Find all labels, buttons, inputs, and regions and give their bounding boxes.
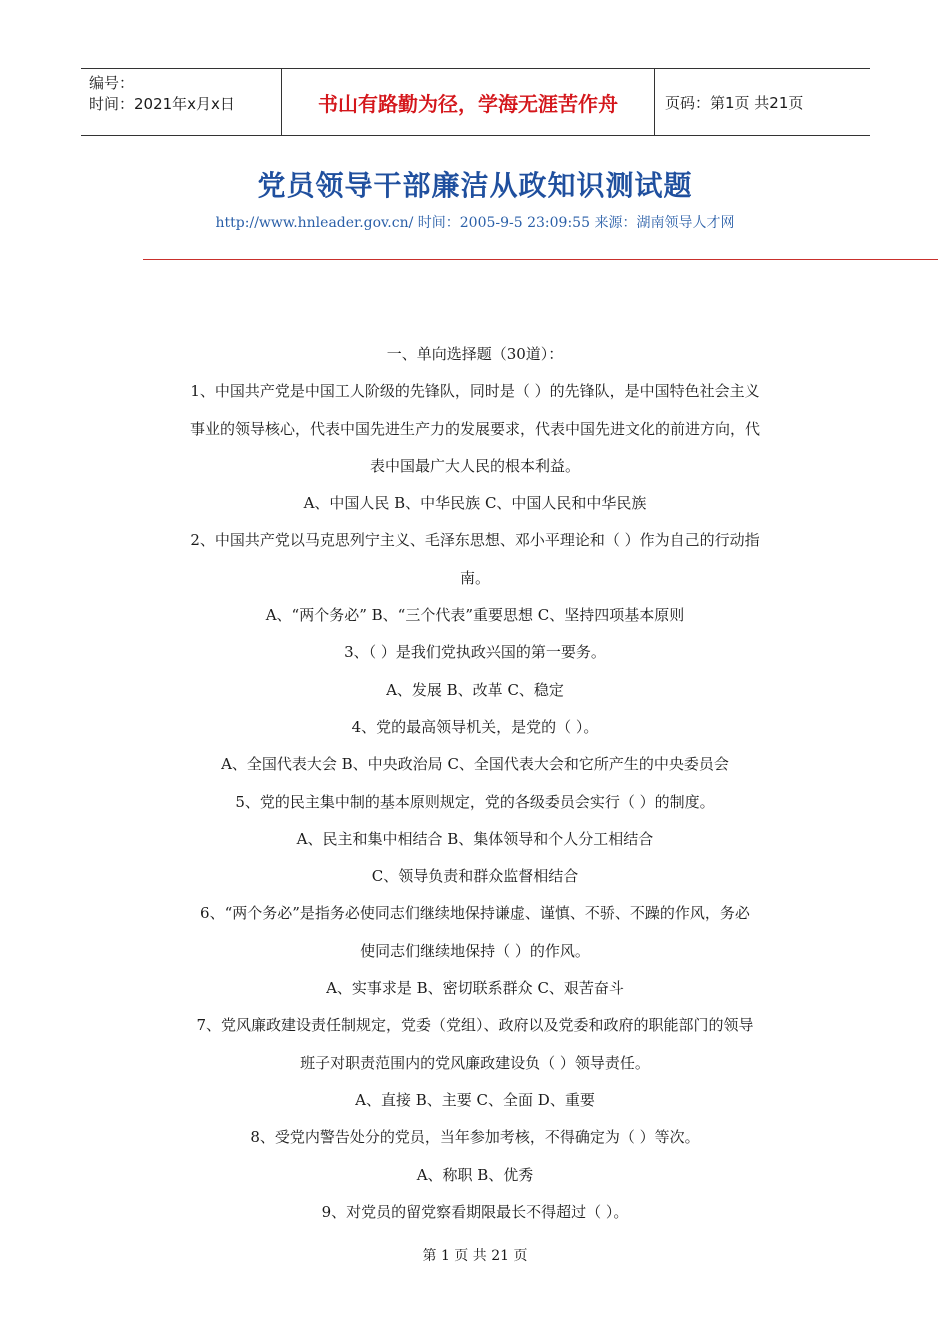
content-line: 5、党的民主集中制的基本原则规定，党的各级委员会实行（ ）的制度。 bbox=[235, 792, 715, 811]
content-line: 一、单向选择题（30道）： bbox=[386, 345, 564, 363]
content-line: A、实事求是 B、密切联系群众 C、艰苦奋斗 bbox=[326, 979, 624, 998]
content-line: 8、受党内警告处分的党员，当年参加考核，不得确定为（ ）等次。 bbox=[250, 1128, 700, 1147]
page-footer: 第 1 页 共 21 页 bbox=[422, 1248, 528, 1264]
divider-rule bbox=[143, 259, 938, 260]
header-motto: 书山有路勤为径，学海无涯苦作舟 bbox=[281, 69, 655, 135]
content-line: 班子对职责范围内的党风廉政建设负（ ）领导责任。 bbox=[300, 1053, 650, 1072]
content-line: A、直接 B、主要 C、全面 D、重要 bbox=[355, 1090, 595, 1109]
header-meta bbox=[81, 69, 281, 135]
question-content bbox=[150, 336, 800, 1231]
content-line: A、“两个务必” B、“三个代表”重要思想 C、坚持四项基本原则 bbox=[265, 606, 685, 625]
content-line: A、中国人民 B、中华民族 C、中国人民和中华民族 bbox=[303, 494, 647, 513]
number-label: 编号： bbox=[89, 74, 135, 92]
content-line: 表中国最广大人民的根本利益。 bbox=[369, 456, 580, 475]
content-line: 使同志们继续地保持（ ）的作风。 bbox=[360, 941, 590, 960]
content-line: 6、“两个务必”是指务必使同志们继续地保持谦虚、谨慎、不骄、不躁的作风，务必 bbox=[200, 904, 750, 923]
content-line: 事业的领导核心，代表中国先进生产力的发展要求，代表中国先进文化的前进方向，代 bbox=[189, 419, 760, 438]
content-line: 9、对党员的留党察看期限最长不得超过（ ）。 bbox=[321, 1202, 629, 1221]
header-page-info: 页码：第1页 共21页 bbox=[665, 93, 804, 112]
content-line: 3、（ ）是我们党执政兴国的第一要务。 bbox=[344, 643, 606, 662]
source-line: http://www.hnleader.gov.cn/ 时间：2005-9-5 23:09:55 来源：湖南领导人才网 bbox=[215, 215, 735, 231]
content-line: C、领导负责和群众监督相结合 bbox=[371, 867, 579, 886]
document-title: 党员领导干部廉洁从政知识测试题 bbox=[257, 169, 693, 202]
content-line: A、民主和集中相结合 B、集体领导和个人分工相结合 bbox=[296, 829, 654, 848]
date-label: 时间：2021年x月x日 bbox=[89, 95, 235, 113]
content-line: 2、中国共产党以马克思列宁主义、毛泽东思想、邓小平理论和（ ）作为自己的行动指 bbox=[190, 531, 760, 550]
content-line: 南。 bbox=[459, 568, 490, 587]
content-line: 1、中国共产党是中国工人阶级的先锋队，同时是（ ）的先锋队，是中国特色社会主义 bbox=[190, 382, 760, 401]
content-line: A、全国代表大会 B、中央政治局 C、全国代表大会和它所产生的中央委员会 bbox=[221, 755, 729, 774]
header-table bbox=[81, 68, 870, 136]
content-line: A、发展 B、改革 C、稳定 bbox=[386, 680, 564, 699]
content-line: 7、党风廉政建设责任制规定，党委（党组）、政府以及党委和政府的职能部门的领导 bbox=[196, 1016, 754, 1035]
content-line: 4、党的最高领导机关，是党的（ ）。 bbox=[351, 717, 599, 736]
content-line: A、称职 B、优秀 bbox=[416, 1165, 534, 1184]
